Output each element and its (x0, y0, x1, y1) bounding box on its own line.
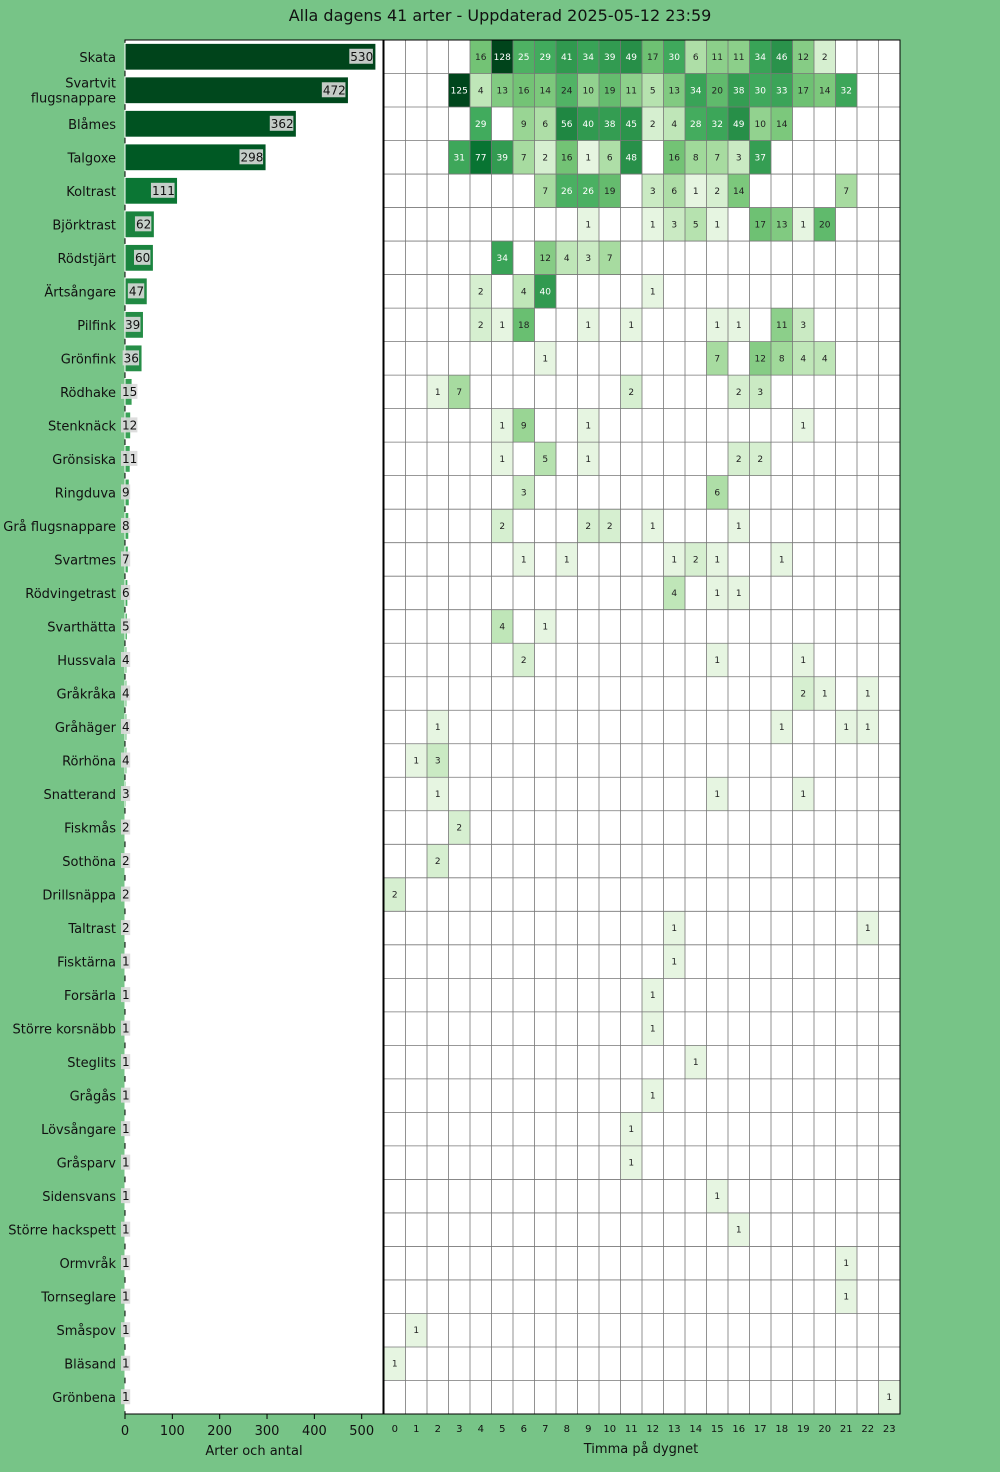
heatmap-cell-value: 16 (561, 153, 573, 164)
bar-value-label: 1 (122, 1356, 130, 1371)
hour-tick-label: 23 (882, 1424, 896, 1435)
heatmap-cell-value: 1 (585, 421, 592, 432)
heatmap-cell-value: 1 (714, 588, 721, 599)
heatmap-cell-value: 4 (671, 588, 678, 599)
bar-plot-area (125, 40, 383, 1414)
bar-tick-label: 200 (207, 1424, 233, 1439)
species-label: Grönbena (52, 1391, 116, 1407)
bar-value-label: 36 (123, 351, 139, 366)
heatmap-cell-value: 4 (821, 354, 828, 365)
heatmap-cell-value: 6 (606, 153, 613, 164)
heatmap-cell-value: 1 (413, 1326, 420, 1337)
bar-value-label: 60 (135, 250, 151, 265)
heatmap-cell-value: 9 (520, 119, 527, 130)
heatmap-cell-value: 39 (496, 153, 508, 164)
heatmap-cell-value: 7 (714, 153, 721, 164)
heatmap-cell-value: 11 (733, 52, 745, 63)
bar-value-label: 2 (122, 854, 130, 869)
heatmap-cell-value: 34 (754, 52, 766, 63)
bar-value-label: 362 (270, 116, 294, 131)
heatmap-cell-value: 30 (668, 52, 680, 63)
heatmap-cell-value: 14 (539, 86, 551, 97)
heatmap-cell-value: 1 (864, 689, 871, 700)
heatmap-cell-value: 1 (692, 186, 699, 197)
heatmap-cell-value: 6 (692, 52, 699, 63)
species-label: Fiskmås (64, 821, 116, 837)
species-label: Rörhöna (62, 754, 116, 770)
bar-value-label: 15 (122, 384, 138, 399)
heatmap-cell-value: 2 (585, 521, 592, 532)
heatmap-cell-value: 1 (886, 1393, 893, 1404)
heatmap-cell-value: 1 (778, 555, 785, 566)
heatmap-cell-value: 31 (453, 153, 465, 164)
heatmap-cell-value: 1 (585, 153, 592, 164)
species-label: Taltrast (68, 922, 116, 938)
bar-value-label: 1 (122, 1122, 130, 1137)
heatmap-cell-value: 41 (561, 52, 573, 63)
heatmap-cell-value: 3 (800, 320, 807, 331)
species-label: Ormvråk (59, 1257, 116, 1273)
heatmap-cell-value: 2 (692, 555, 699, 566)
heatmap-cell-value: 2 (520, 655, 527, 666)
species-label: Svartmes (54, 553, 116, 569)
heatmap-cell-value: 1 (585, 320, 592, 331)
bar-panel (3, 40, 383, 1439)
heatmap-cell-value: 17 (647, 52, 659, 63)
species-label: flugsnappare (30, 91, 116, 107)
heatmap-cell-value: 2 (477, 287, 484, 298)
heatmap-cell-value: 8 (692, 153, 699, 164)
hour-tick-label: 22 (861, 1424, 875, 1435)
bar-value-label: 1 (122, 954, 130, 969)
bar-value-label: 11 (122, 451, 138, 466)
heatmap-cell-value: 1 (800, 655, 807, 666)
species-label: Gråhäger (54, 721, 116, 736)
heatmap-cell-value: 1 (391, 1359, 398, 1370)
heatmap-cell-value: 33 (776, 86, 788, 97)
heatmap-cell-value: 2 (735, 387, 742, 398)
heatmap-cell-value: 37 (754, 153, 766, 164)
heatmap-cell-value: 1 (843, 1292, 850, 1303)
bar-value-label: 472 (322, 83, 346, 98)
heatmap-cell-value: 1 (714, 655, 721, 666)
heatmap-cell-value: 48 (625, 153, 637, 164)
heatmap-cell-value: 1 (499, 421, 506, 432)
heatmap-cell-value: 1 (542, 622, 549, 633)
heatmap-cell-value: 1 (649, 1024, 656, 1035)
hour-tick-label: 14 (689, 1424, 703, 1435)
bar-value-label: 1 (122, 1055, 130, 1070)
heatmap-cell-value: 2 (628, 387, 635, 398)
bar-value-label: 8 (122, 518, 130, 533)
heatmap-cell-value: 16 (518, 86, 530, 97)
heatmap-cell-value: 39 (604, 52, 616, 63)
heatmap-cell-value: 2 (757, 454, 764, 465)
heatmap-cell-value: 38 (733, 86, 745, 97)
hour-tick-label: 16 (732, 1424, 746, 1435)
bar-value-label: 4 (122, 720, 130, 734)
hour-tick-label: 1 (413, 1424, 420, 1435)
heatmap-cell-value: 1 (434, 790, 441, 801)
heatmap-cell-value: 3 (757, 387, 764, 398)
bar-value-label: 2 (122, 820, 130, 835)
heatmap-cell-value: 12 (797, 52, 809, 63)
heatmap-cell-value: 4 (800, 354, 807, 365)
species-label: Rödhake (60, 385, 116, 401)
heatmap-cell-value: 1 (671, 924, 678, 935)
hour-tick-label: 4 (477, 1424, 484, 1435)
heatmap-cell-value: 1 (821, 689, 828, 700)
heatmap-cell-value: 1 (434, 387, 441, 398)
heatmap-cell-value: 1 (843, 723, 850, 733)
heatmap-cell-value: 4 (477, 86, 484, 97)
heatmap-cell-value: 12 (539, 253, 551, 264)
heatmap-cell-value: 1 (714, 790, 721, 801)
heatmap-cell-value: 14 (819, 86, 831, 97)
heatmap-cell-value: 34 (690, 86, 702, 97)
heatmap-cell-value: 1 (585, 220, 592, 231)
heatmap-cell-value: 2 (456, 823, 463, 834)
hour-tick-label: 19 (796, 1424, 810, 1435)
heatmap-cell-value: 20 (819, 220, 831, 231)
hour-tick-label: 3 (456, 1424, 463, 1435)
species-label: Drillsnäppa (42, 888, 116, 904)
bar-1 (125, 43, 376, 70)
heatmap-cell-value: 3 (649, 186, 656, 197)
species-label: Fisktärna (57, 955, 116, 971)
species-label: Sidensvans (42, 1190, 116, 1206)
heatmap-cell-value: 19 (604, 86, 616, 97)
heatmap-cell-value: 40 (582, 119, 594, 130)
heatmap-cell-value: 1 (542, 354, 549, 365)
species-label: Grågås (69, 1089, 116, 1105)
species-label: Gråkråka (56, 687, 116, 703)
heatmap-cell-value: 1 (735, 588, 742, 599)
heatmap-cell-value: 17 (754, 220, 766, 231)
hour-tick-label: 6 (520, 1424, 527, 1435)
heatmap-cell-value: 14 (733, 186, 745, 197)
heatmap-cell-value: 1 (864, 924, 871, 935)
heatmap-cell-value: 1 (499, 320, 506, 331)
species-label: Gråsparv (56, 1156, 116, 1172)
hour-tick-label: 21 (839, 1424, 853, 1435)
heatmap-cell-value: 1 (649, 1091, 656, 1102)
bar-value-label: 1 (122, 1155, 130, 1170)
hour-tick-label: 13 (667, 1424, 681, 1435)
bar-tick-label: 100 (159, 1424, 185, 1439)
heatmap-cell-value: 38 (604, 119, 616, 130)
bar-value-label: 1 (122, 1323, 130, 1338)
bar-2 (125, 77, 348, 104)
species-label: Skata (79, 50, 116, 66)
species-label: Ärtsångare (44, 285, 116, 301)
chart-title: Alla dagens 41 arter - Uppdaterad 2025-05-12 23:59 (288, 6, 712, 25)
heatmap-cell-value: 1 (843, 1259, 850, 1270)
bar-value-label: 7 (122, 552, 130, 567)
heatmap-cell-value: 9 (520, 421, 527, 432)
species-label: Småspov (56, 1324, 116, 1340)
heatmap-cell-value: 3 (434, 756, 441, 767)
bar-value-label: 530 (350, 49, 374, 64)
heatmap-cell-value: 1 (735, 521, 742, 532)
species-label: Talgoxe (67, 151, 116, 167)
heatmap-cell-value: 1 (585, 454, 592, 465)
bar-tick-label: 400 (301, 1424, 327, 1439)
species-label: Pilfink (77, 318, 116, 334)
bar-value-label: 47 (128, 284, 145, 299)
heatmap-cell-value: 7 (606, 253, 613, 264)
heatmap-cell-value: 125 (450, 86, 468, 97)
species-label: Tornseglare (41, 1290, 116, 1306)
heatmap-cell-value: 26 (561, 186, 573, 197)
heatmap-cell-value: 2 (735, 454, 742, 465)
species-label: Ringduva (54, 486, 116, 502)
heatmap-cell-value: 1 (800, 220, 807, 231)
species-label: Sothöna (62, 855, 116, 871)
heatmap-cell-value: 19 (604, 186, 616, 197)
hour-tick-label: 11 (624, 1424, 638, 1435)
bar-value-label: 1 (122, 1189, 130, 1204)
heatmap-cell-value: 1 (692, 1058, 699, 1069)
heatmap-cell-value: 2 (606, 521, 613, 532)
heatmap-cell-value: 1 (649, 220, 656, 231)
bar-value-label: 2 (122, 921, 130, 936)
heatmap-cell-value: 4 (520, 287, 527, 298)
heatmap-cell-value: 1 (714, 320, 721, 331)
heatmap-cell-value: 2 (477, 320, 484, 331)
species-label: Koltrast (66, 184, 116, 200)
bar-value-label: 12 (122, 418, 138, 433)
bar-value-label: 9 (122, 485, 130, 500)
heatmap-cell-value: 2 (434, 857, 441, 868)
heatmap-cell-value: 5 (649, 86, 656, 97)
heatmap-cell-value: 2 (821, 52, 828, 63)
bar-tick-label: 0 (120, 1424, 130, 1439)
heatmap-cell-value: 46 (776, 52, 788, 63)
bar-value-label: 39 (125, 317, 141, 332)
hour-tick-label: 7 (542, 1424, 549, 1435)
species-label: Större hackspett (8, 1223, 116, 1239)
heatmap-cell-value: 7 (520, 153, 527, 164)
heatmap-cell-value: 7 (843, 186, 850, 197)
heatmap-cell-value: 7 (456, 387, 463, 398)
heatmap-cell-value: 24 (561, 86, 573, 97)
heatmap-cell-value: 5 (542, 454, 549, 465)
heatmap-cell-value: 1 (671, 555, 678, 566)
heatmap-cell-value: 6 (714, 488, 721, 499)
hour-tick-label: 12 (646, 1424, 660, 1435)
heatmap-cell-value: 3 (520, 488, 527, 499)
heatmap-cell-value: 32 (711, 119, 723, 130)
species-label: Hussvala (57, 653, 116, 669)
bar-value-label: 4 (122, 652, 130, 667)
species-label: Grönsiska (52, 452, 116, 468)
species-label: Bläsand (64, 1357, 116, 1373)
heatmap-cell-value: 25 (518, 52, 530, 63)
species-label: Steglits (67, 1056, 116, 1072)
heatmap-cell-value: 2 (391, 890, 398, 901)
heatmap-cell-value: 16 (475, 52, 487, 63)
heatmap-cell-value: 45 (625, 119, 637, 130)
heatmap-cell-value: 4 (563, 253, 570, 264)
heatmap-cell-value: 1 (499, 454, 506, 465)
heatmap-cell-value: 1 (735, 1225, 742, 1236)
heatmap-cell-value: 7 (542, 186, 549, 197)
bar-value-label: 1 (122, 1222, 130, 1237)
heatmap-cell-value: 11 (776, 320, 788, 331)
heatmap-cell-value: 1 (778, 723, 785, 733)
heatmap-cell-value: 1 (714, 1192, 721, 1203)
species-label: Stenknäck (48, 419, 116, 435)
species-label: Svarthätta (47, 620, 116, 636)
heatmap-cell-value: 20 (711, 86, 723, 97)
heatmap-cell-value: 6 (542, 119, 549, 130)
heatmap-cell-value: 2 (499, 521, 506, 532)
heatmap-cell-value: 1 (649, 521, 656, 532)
species-label: Större korsnäbb (12, 1022, 116, 1038)
bar-value-label: 1 (122, 1256, 130, 1271)
species-label: Grönfink (60, 352, 116, 368)
heatmap-panel (384, 40, 900, 1435)
heatmap-cell-value: 14 (776, 119, 788, 130)
hour-tick-label: 20 (818, 1424, 832, 1435)
bar-value-label: 1 (122, 1088, 130, 1103)
heatmap-cell-value: 1 (434, 723, 441, 733)
heatmap-cell-value: 1 (413, 756, 420, 767)
bar-value-label: 6 (122, 585, 130, 600)
bar-tick-label: 300 (254, 1424, 280, 1439)
species-label: Grå flugsnappare (3, 519, 116, 535)
heatmap-cell-value: 17 (797, 86, 809, 97)
heatmap-cell-value: 2 (542, 153, 549, 164)
heatmap-cell-value: 34 (582, 52, 594, 63)
heatmap-cell-value: 49 (625, 52, 637, 63)
heatmap-cell-value: 8 (778, 354, 785, 365)
heatmap-cell-value: 40 (539, 287, 551, 298)
heatmap-cell-value: 1 (628, 1158, 635, 1169)
species-label: Rödstjärt (57, 251, 116, 267)
hour-tick-label: 8 (563, 1424, 570, 1435)
heatmap-cell-value: 5 (692, 220, 699, 231)
heatmap-cell-value: 13 (668, 86, 680, 97)
hour-tick-label: 18 (775, 1424, 789, 1435)
bar-value-label: 1 (122, 1289, 130, 1304)
hour-tick-label: 5 (499, 1424, 506, 1435)
hour-tick-label: 9 (585, 1424, 592, 1435)
heatmap-cell-value: 7 (714, 354, 721, 365)
heatmap-cell-value: 1 (714, 220, 721, 231)
bar-value-label: 1 (122, 1390, 130, 1405)
species-label: Blåmes (68, 117, 116, 133)
heatmap-x-axis-label: Timma på dygnet (583, 1442, 699, 1457)
hour-tick-label: 2 (434, 1424, 441, 1435)
heatmap-cell-value: 11 (711, 52, 723, 63)
heatmap-cell-value: 128 (493, 52, 511, 63)
heatmap-cell-value: 34 (496, 253, 508, 264)
heatmap-cell-value: 1 (649, 991, 656, 1002)
heatmap-cell-value: 2 (800, 689, 807, 700)
heatmap-cell-value: 1 (864, 723, 871, 733)
heatmap-cell-value: 13 (776, 220, 788, 231)
bar-value-label: 4 (122, 753, 130, 768)
heatmap-cell-value: 2 (714, 186, 721, 197)
heatmap-cell-value: 1 (671, 957, 678, 968)
heatmap-cell-value: 13 (496, 86, 508, 97)
bar-value-label: 298 (240, 150, 264, 165)
heatmap-cell-value: 26 (582, 186, 594, 197)
heatmap-cell-value: 12 (754, 354, 766, 365)
hour-tick-label: 0 (391, 1424, 398, 1435)
heatmap-cell-value: 28 (690, 119, 702, 130)
heatmap-cell-value: 3 (671, 220, 678, 231)
bar-value-label: 5 (122, 619, 130, 634)
heatmap-cell-value: 3 (735, 153, 742, 164)
heatmap-cell-value: 49 (733, 119, 745, 130)
species-label: Rödvingetrast (25, 586, 116, 602)
bar-value-label: 111 (151, 183, 175, 198)
heatmap-cell-value: 29 (475, 119, 487, 130)
heatmap-cell-value: 32 (840, 86, 852, 97)
species-label: Forsärla (64, 989, 116, 1005)
heatmap-cell-value: 1 (735, 320, 742, 331)
heatmap-cell-value: 2 (649, 119, 656, 130)
heatmap-cell-value: 1 (714, 555, 721, 566)
bar-value-label: 4 (122, 686, 130, 701)
heatmap-cell-value: 6 (671, 186, 678, 197)
species-label: Svartvit (65, 76, 116, 92)
bar-tick-label: 500 (349, 1424, 375, 1439)
bar-value-label: 1 (122, 988, 130, 1003)
heatmap-cell-value: 3 (585, 253, 592, 264)
hour-tick-label: 10 (603, 1424, 617, 1435)
hour-tick-label: 15 (710, 1424, 724, 1435)
heatmap-cell-value: 77 (475, 153, 487, 164)
heatmap-cell-value: 16 (668, 153, 680, 164)
heatmap-cell-value: 56 (561, 119, 573, 130)
heatmap-cell-value: 1 (563, 555, 570, 566)
species-label: Lövsångare (41, 1123, 116, 1139)
species-label: Björktrast (52, 218, 116, 234)
heatmap-cell-value: 4 (499, 622, 506, 633)
hour-tick-label: 17 (753, 1424, 767, 1435)
heatmap-cell-value: 1 (628, 320, 635, 331)
bar-value-label: 62 (135, 217, 152, 232)
heatmap-cell-value: 1 (800, 421, 807, 432)
heatmap-cell-value: 10 (582, 86, 594, 97)
bar-value-label: 2 (122, 887, 130, 902)
heatmap-cell-value: 29 (539, 52, 551, 63)
heatmap-cell-value: 18 (518, 320, 530, 331)
bar-value-label: 1 (122, 1021, 130, 1036)
heatmap-cell-value: 1 (520, 555, 527, 566)
heatmap-cell-value: 4 (671, 119, 678, 130)
heatmap-cell-value: 30 (754, 86, 766, 97)
heatmap-cell-value: 1 (800, 790, 807, 801)
heatmap-cell-value: 10 (754, 119, 766, 130)
bar-value-label: 3 (122, 787, 130, 802)
heatmap-cell-value: 1 (628, 1125, 635, 1136)
species-label: Snatterand (43, 788, 116, 804)
heatmap-cell-value: 1 (649, 287, 656, 298)
bar-x-axis-label: Arter och antal (205, 1444, 303, 1459)
heatmap-cell-value: 11 (625, 86, 637, 97)
